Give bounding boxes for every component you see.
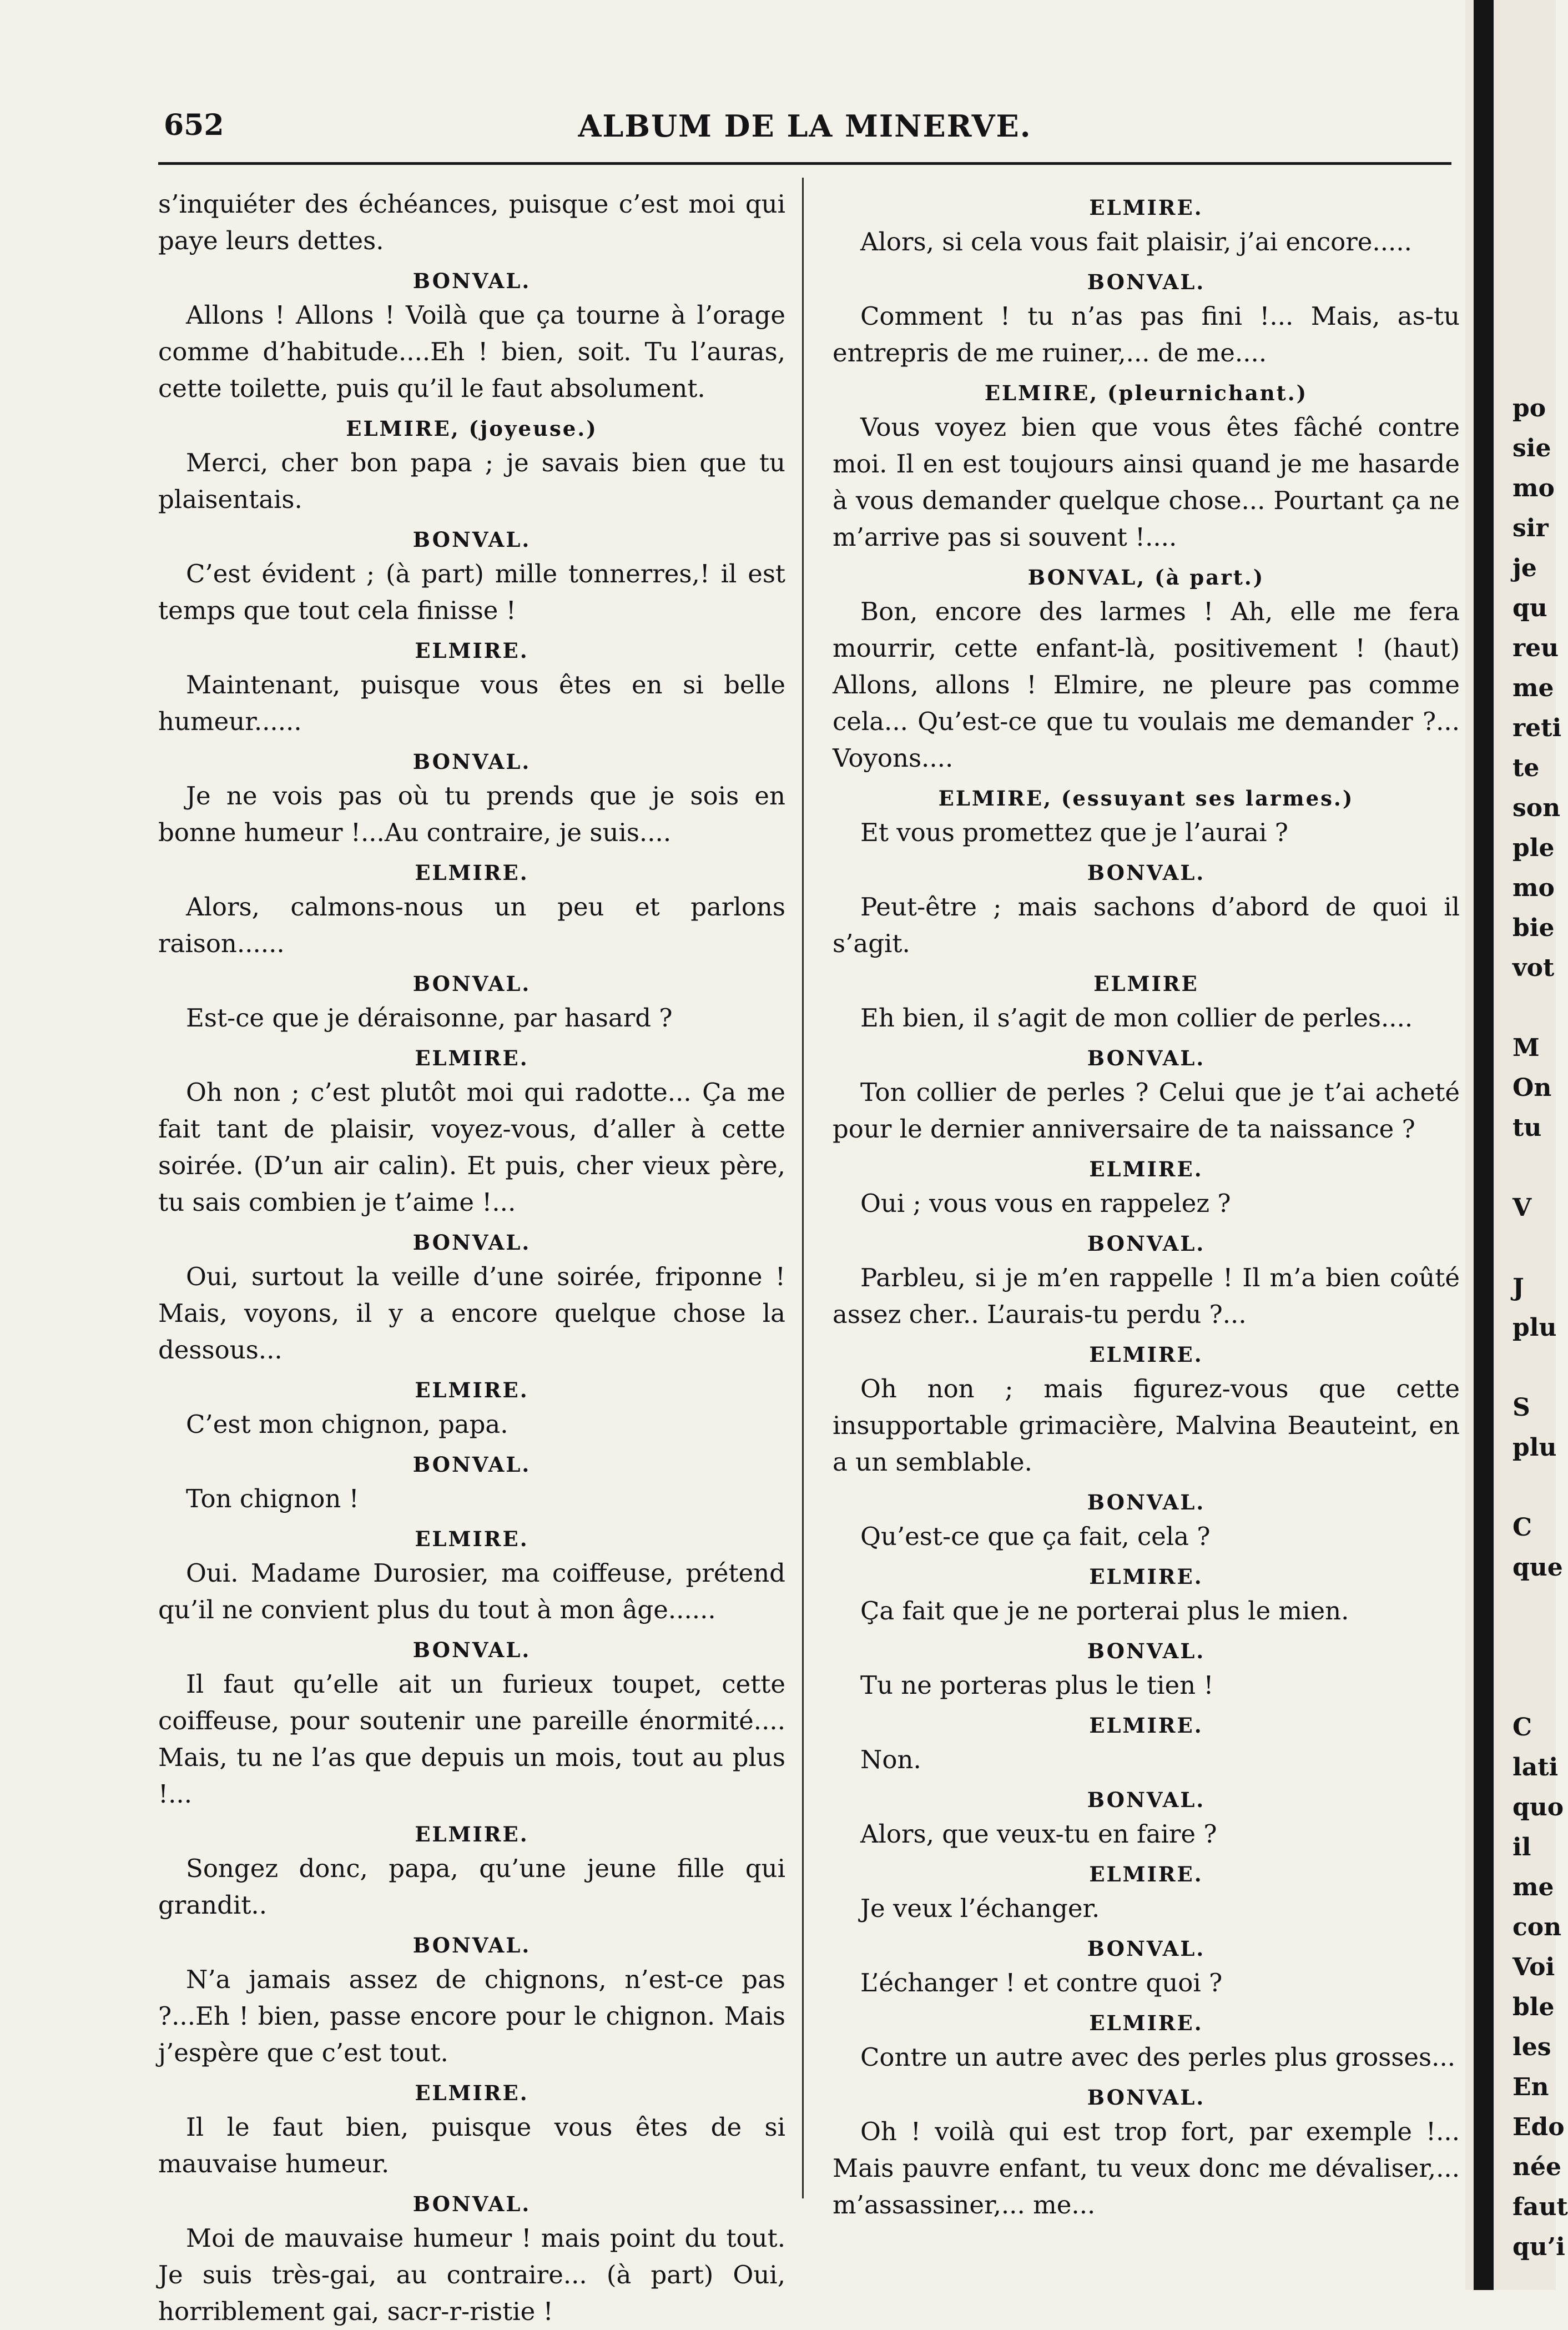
edge-text-fragment: [1512, 1588, 1556, 1628]
dialogue-line: Vous voyez bien que vous êtes fâché contre moi. Il en est toujours ainsi quand je me hasarde à vous demander quelque chose... Pourtant ça ne m’arrive pas si souvent !....: [833, 412, 1460, 552]
speaker-name: ELMIRE.: [415, 1046, 529, 1070]
dialogue-line: Est-ce que je déraisonne, par hasard ?: [186, 1003, 673, 1033]
edge-text-fragment: je: [1512, 554, 1537, 582]
edge-text-fragment: S: [1512, 1393, 1530, 1422]
dialogue-line: Eh bien, il s’agit de mon collier de perles....: [860, 1003, 1413, 1033]
header-rule: [158, 162, 1451, 165]
dialogue-line: Alors, si cela vous fait plaisir, j’ai encore.....: [860, 227, 1412, 256]
dialogue-line: Oui. Madame Durosier, ma coiffeuse, prétend qu’il ne convient plus du tout à mon âge......: [158, 1558, 785, 1624]
speaker-name: BONVAL.: [412, 1638, 531, 1662]
edge-text-fragment: [1512, 1228, 1556, 1268]
dialogue-line: C’est mon chignon, papa.: [186, 1410, 508, 1439]
dialogue-line: Oh ! voilà qui est trop fort, par exemple !... Mais pauvre enfant, tu veux donc me dévaliser,... m’assassiner,... me...: [833, 2117, 1460, 2220]
dialogue-line: C’est évident ; (à part) mille tonnerres,! il est temps que tout cela finisse !: [158, 559, 785, 625]
speaker-name: ELMIRE, (essuyant ses larmes.): [938, 786, 1354, 811]
edge-text-fragment: il: [1512, 1833, 1531, 1861]
edge-text-fragment: sir: [1512, 514, 1549, 542]
speaker-name: ELMIRE.: [415, 638, 529, 663]
edge-text-fragment: C: [1512, 1713, 1532, 1742]
speaker-name: BONVAL.: [412, 972, 531, 996]
speaker-name: BONVAL.: [1087, 1788, 1206, 1812]
edge-text-fragment: te: [1512, 754, 1540, 782]
right-column: [833, 186, 1460, 2220]
dialogue-line: Ton chignon !: [186, 1484, 359, 1513]
edge-text-fragment: me: [1512, 1873, 1554, 1901]
edge-text-fragment: C: [1512, 1513, 1532, 1542]
edge-text-fragment: V: [1512, 1194, 1532, 1222]
dialogue-line: Je ne vois pas où tu prends que je sois en bonne humeur !...Au contraire, je suis....: [158, 781, 785, 847]
speaker-name: ELMIRE.: [415, 1378, 529, 1402]
speaker-name: BONVAL.: [1087, 1231, 1206, 1256]
edge-text-fragment: Voi: [1512, 1953, 1555, 1981]
edge-text-fragment: con: [1512, 1913, 1562, 1941]
dialogue-line: Il faut qu’elle ait un furieux toupet, cette coiffeuse, pour soutenir une pareille énormité.... Mais, tu ne l’as que depuis un mois, tout au plus !...: [158, 1669, 785, 1809]
speaker-name: ELMIRE.: [415, 860, 529, 885]
speaker-name: BONVAL.: [412, 2192, 531, 2216]
edge-text-fragment: mo: [1512, 474, 1555, 502]
edge-text-fragment: les: [1512, 2033, 1551, 2061]
edge-text-fragment: reu: [1512, 634, 1559, 662]
dialogue-line: Alors, calmons-nous un peu et parlons raison......: [158, 892, 785, 958]
speaker-name: ELMIRE.: [1089, 195, 1203, 220]
dialogue-line: Non.: [860, 1745, 921, 1774]
dialogue-line: Comment ! tu n’as pas fini !... Mais, as-tu entrepris de me ruiner,... de me....: [833, 301, 1460, 368]
speaker-name: BONVAL.: [1087, 1490, 1206, 1514]
running-title: ALBUM DE LA MINERVE.: [578, 108, 1032, 144]
dialogue-line: Merci, cher bon papa ; je savais bien que tu plaisentais.: [158, 448, 785, 514]
dialogue-line: Je veux l’échanger.: [860, 1894, 1100, 1923]
dialogue-line: Oui, surtout la veille d’une soirée, friponne ! Mais, voyons, il y a encore quelque chose la dessous...: [158, 1262, 785, 1365]
edge-text-fragment: que: [1512, 1553, 1563, 1582]
edge-text-fragment: faut: [1512, 2193, 1568, 2221]
speaker-name: BONVAL.: [412, 527, 531, 552]
speaker-name: BONVAL.: [1087, 1936, 1206, 1961]
speaker-name: BONVAL.: [412, 1933, 531, 1957]
edge-text-fragment: po: [1512, 394, 1546, 422]
speaker-name: BONVAL.: [412, 1230, 531, 1255]
edge-text-fragment: [1512, 1628, 1556, 1668]
page-number: 652: [164, 108, 224, 142]
edge-text-fragment: me: [1512, 674, 1554, 702]
dialogue-line: Moi de mauvaise humeur ! mais point du tout. Je suis très-gai, au contraire... (à part) Oui, horriblement gai, sacr-r-ristie !: [158, 2223, 785, 2326]
dialogue-line: Tu ne porteras plus le tien !: [860, 1670, 1214, 1700]
dialogue-line: Alors, que veux-tu en faire ?: [860, 1819, 1217, 1849]
edge-text-fragment: [1512, 1468, 1556, 1508]
edge-text-fragment: bie: [1512, 914, 1555, 942]
dialogue-line: Peut-être ; mais sachons d’abord de quoi il s’agit.: [833, 892, 1460, 958]
edge-text-fragment: qu’i: [1512, 2233, 1565, 2261]
speaker-name: ELMIRE.: [1089, 1862, 1203, 1886]
edge-text-fragment: quo: [1512, 1793, 1564, 1821]
dialogue-line: Contre un autre avec des perles plus grosses...: [860, 2042, 1456, 2072]
edge-text-fragment: sie: [1512, 434, 1551, 462]
speaker-name: ELMIRE.: [415, 2081, 529, 2105]
speaker-name: ELMIRE.: [1089, 2011, 1203, 2035]
speaker-name: BONVAL.: [1087, 1046, 1206, 1070]
edge-text-fragment: ple: [1512, 834, 1555, 862]
speaker-name: ELMIRE.: [415, 1527, 529, 1551]
speaker-name: ELMIRE.: [1089, 1713, 1203, 1738]
speaker-name: BONVAL.: [1087, 860, 1206, 885]
dialogue-line: Il le faut bien, puisque vous êtes de si mauvaise humeur.: [158, 2112, 785, 2178]
speaker-name: ELMIRE: [1093, 972, 1199, 996]
edge-text-fragment: [1512, 1668, 1556, 1708]
edge-text-fragment: lati: [1512, 1753, 1559, 1782]
edge-text-fragment: mo: [1512, 874, 1555, 902]
speaker-name: ELMIRE.: [1089, 1564, 1203, 1589]
binding-shadow: [1474, 0, 1494, 2290]
speaker-name: BONVAL.: [412, 1452, 531, 1477]
speaker-name: BONVAL.: [1087, 1639, 1206, 1663]
edge-text-fragment: En: [1512, 2073, 1549, 2101]
dialogue-line: Allons ! Allons ! Voilà que ça tourne à l’orage comme d’habitude....Eh ! bien, soit. Tu l’auras, cette toilette, puis qu’il le faut absolument.: [158, 300, 785, 403]
dialogue-line: Oh non ; c’est plutôt moi qui radotte... Ça me fait tant de plaisir, voyez-vous, d’aller à cette soirée. (D’un air calin). Et puis, cher vieux père, tu sais combien je t’aime !...: [158, 1078, 785, 1217]
edge-text-fragment: tu: [1512, 1114, 1542, 1142]
edge-text-fragment: qu: [1512, 594, 1547, 622]
speaker-name: BONVAL.: [412, 269, 531, 293]
edge-text-fragment: son: [1512, 794, 1561, 822]
dialogue-line: Oh non ; mais figurez-vous que cette insupportable grimacière, Malvina Beauteint, en a un semblable.: [833, 1374, 1460, 1477]
dialogue-line: Parbleu, si je m’en rappelle ! Il m’a bien coûté assez cher.. L’aurais-tu perdu ?...: [833, 1263, 1460, 1329]
edge-text-fragment: J: [1512, 1274, 1524, 1302]
page-header: [158, 108, 1451, 158]
dialogue-line: Maintenant, puisque vous êtes en si belle humeur......: [158, 670, 785, 736]
edge-text-fragment: plu: [1512, 1433, 1557, 1462]
edge-text-fragment: plu: [1512, 1314, 1557, 1342]
speaker-name: BONVAL.: [412, 749, 531, 774]
dialogue-line: Songez donc, papa, qu’une jeune fille qui grandit..: [158, 1854, 785, 1920]
dialogue-line: Et vous promettez que je l’aurai ?: [860, 818, 1288, 847]
dialogue-line: s’inquiéter des échéances, puisque c’est moi qui paye leurs dettes.: [158, 189, 785, 255]
edge-text-fragment: Edo: [1512, 2113, 1565, 2141]
speaker-name: ELMIRE.: [415, 1822, 529, 1846]
speaker-name: ELMIRE.: [1089, 1342, 1203, 1367]
edge-text-fragment: reti: [1512, 714, 1562, 742]
adjacent-page-fragments: [1512, 389, 1568, 2267]
edge-text-fragment: [1512, 988, 1556, 1028]
speaker-name: BONVAL.: [1087, 270, 1206, 294]
speaker-name: ELMIRE, (pleurnichant.): [984, 381, 1308, 405]
dialogue-line: Ton collier de perles ? Celui que je t’ai acheté pour le dernier anniversaire de ta naissance ?: [833, 1078, 1460, 1144]
edge-text-fragment: M: [1512, 1034, 1540, 1062]
dialogue-line: Bon, encore des larmes ! Ah, elle me fera mourrir, cette enfant-là, positivement ! (haut) Allons, allons ! Elmire, ne pleure pas comme cela... Qu’est-ce que tu voulais me demander ?... Voyons....: [833, 597, 1460, 773]
edge-text-fragment: [1512, 1348, 1556, 1388]
dialogue-line: N’a jamais assez de chignons, n’est-ce pas ?...Eh ! bien, passe encore pour le chignon. Mais j’espère que c’est tout.: [158, 1965, 785, 2067]
speaker-name: ELMIRE.: [1089, 1157, 1203, 1181]
speaker-name: BONVAL.: [1087, 2085, 1206, 2110]
column-divider: [802, 178, 804, 2198]
speaker-name: BONVAL, (à part.): [1027, 565, 1265, 590]
edge-text-fragment: On: [1512, 1074, 1552, 1102]
speaker-name: ELMIRE, (joyeuse.): [346, 416, 598, 441]
dialogue-line: Qu’est-ce que ça fait, cela ?: [860, 1522, 1211, 1551]
edge-text-fragment: ble: [1512, 1993, 1555, 2021]
dialogue-line: Oui ; vous vous en rappelez ?: [860, 1189, 1231, 1218]
dialogue-line: L’échanger ! et contre quoi ?: [860, 1968, 1223, 1997]
left-column: [158, 186, 785, 2326]
dialogue-line: Ça fait que je ne porterai plus le mien.: [860, 1596, 1349, 1626]
edge-text-fragment: née: [1512, 2153, 1561, 2181]
edge-text-fragment: [1512, 1148, 1556, 1188]
edge-text-fragment: vot: [1512, 954, 1555, 982]
